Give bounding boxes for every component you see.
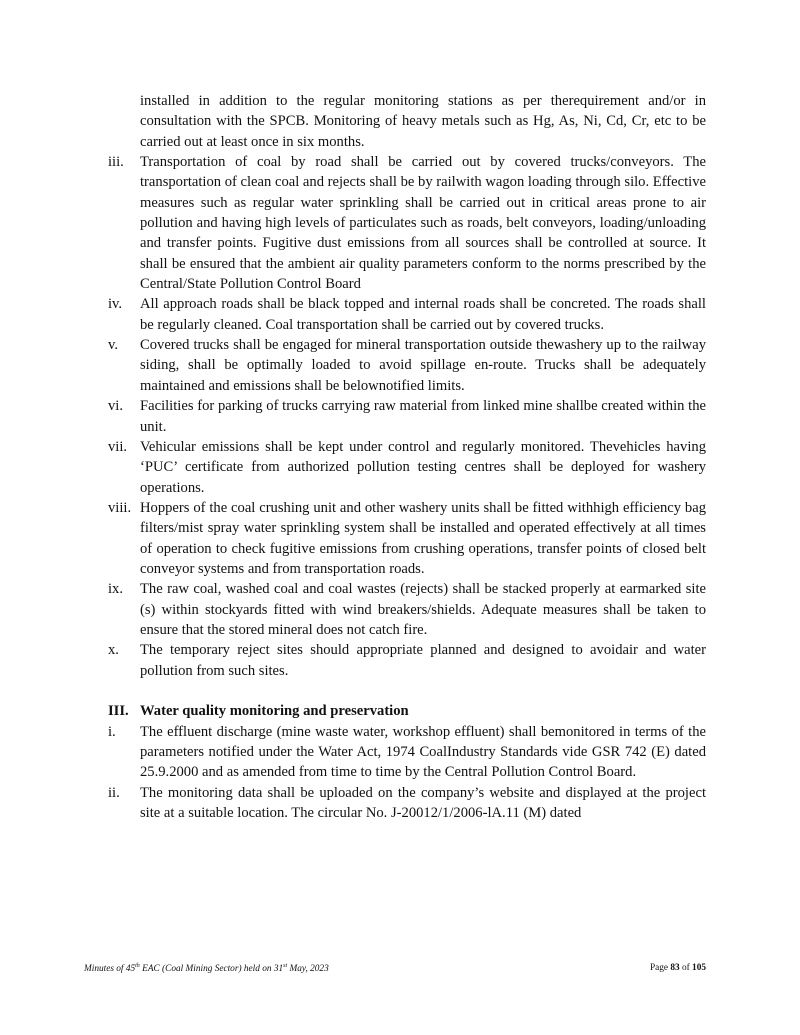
continuation-paragraph: installed in addition to the regular monitoring stations as per therequirement and/or in consultation with the SPCB. Monitoring of heavy metals such as Hg, As, Ni, Cd, Cr, etc to be carried out at least once in six months. bbox=[140, 93, 706, 150]
item-number: iv. bbox=[108, 296, 123, 313]
page-number bbox=[650, 963, 706, 974]
water-items-list bbox=[108, 722, 706, 824]
footer-sup: st bbox=[283, 963, 288, 969]
item-text: Facilities for parking of trucks carrying raw material from linked mine shallbe created within the unit. bbox=[140, 398, 706, 435]
list-item bbox=[108, 152, 706, 294]
list-item bbox=[108, 437, 706, 498]
list-item bbox=[108, 579, 706, 640]
page-total: 105 bbox=[692, 963, 706, 973]
section-heading bbox=[108, 701, 706, 721]
item-text: The temporary reject sites should appropriate planned and designed to avoidair and water pollution from such sites. bbox=[140, 642, 706, 679]
footer-sup: th bbox=[135, 963, 140, 969]
footer-title bbox=[84, 963, 329, 974]
item-text: All approach roads shall be black topped and internal roads shall be concreted. The roads shall be regularly cleaned. Coal transportation shall be carried out by covered trucks. bbox=[140, 296, 706, 333]
footer-text: EAC (Coal Mining Sector) held on 31 bbox=[139, 964, 284, 974]
item-number: iii. bbox=[108, 154, 124, 171]
item-text: The monitoring data shall be uploaded on the company’s website and displayed at the project site at a suitable location. The circular No. J-20012/1/2006-lA.11 (M) dated bbox=[140, 784, 706, 822]
page-of: of bbox=[679, 963, 693, 973]
list-item bbox=[108, 640, 706, 681]
list-item bbox=[108, 783, 706, 824]
item-number: viii. bbox=[108, 499, 132, 516]
item-number: i. bbox=[108, 723, 116, 740]
list-item bbox=[108, 294, 706, 335]
section-number: III. bbox=[108, 703, 129, 720]
page-footer bbox=[84, 963, 706, 974]
list-item bbox=[108, 498, 706, 579]
air-items-list bbox=[108, 152, 706, 681]
list-item bbox=[108, 396, 706, 437]
item-number: v. bbox=[108, 337, 118, 354]
list-item bbox=[108, 722, 706, 783]
item-number: x. bbox=[108, 642, 119, 659]
item-text: Vehicular emissions shall be kept under control and regularly monitored. Thevehicles having ‘PUC’ certificate from authorized pollution testing centres shall be deployed for washery operations. bbox=[140, 438, 706, 496]
section-title: Water quality monitoring and preservation bbox=[140, 703, 409, 720]
page-label: Page bbox=[649, 963, 671, 973]
footer-text: Minutes of 45 bbox=[84, 964, 136, 974]
footer-text: May, 2023 bbox=[287, 964, 329, 974]
item-number: ix. bbox=[108, 581, 123, 598]
document-body bbox=[108, 91, 706, 823]
list-item bbox=[108, 335, 706, 396]
item-text: Hoppers of the coal crushing unit and other washery units shall be fitted withhigh efficiency bag filters/mist spray water sprinkling system shall be installed and operated effectively at all times of operation to check fugitive emissions from crushing operations, transfer points of closed belt conveyor systems and from transportation roads. bbox=[140, 499, 706, 577]
item-number: vi. bbox=[108, 398, 123, 415]
item-text: The effluent discharge (mine waste water, workshop effluent) shall bemonitored in terms of the parameters notified under the Water Act, 1974 CoalIndustry Standards vide GSR 742 (E) dated 25.9.2000 and as amended from time to time by the Central Pollution Control Board. bbox=[140, 723, 706, 781]
page-current: 83 bbox=[670, 963, 680, 973]
item-text: The raw coal, washed coal and coal wastes (rejects) shall be stacked properly at earmarked site (s) within stockyards fitted with wind breakers/shields. Adequate measures shall be taken to ensure that the stored mineral does not catch fire. bbox=[140, 581, 706, 638]
item-number: ii. bbox=[108, 784, 120, 801]
item-text: Covered trucks shall be engaged for mineral transportation outside thewashery up to the railway siding, shall be optimally loaded to avoid spillage en-route. Trucks shall be adequately maintained and emissions shall be belownotified limits. bbox=[140, 337, 706, 394]
item-number: vii. bbox=[108, 438, 128, 455]
item-text: Transportation of coal by road shall be carried out by covered trucks/conveyors. The transportation of clean coal and rejects shall be by railwith wagon loading through silo. Effective measures such as regular water sprinkling shall be carried out in critical areas prone to air pollution and having high levels of particulates such as roads, belt conveyors, loading/unloading and transfer points. Fugitive dust emissions from all sources shall be controlled at source. It shall be ensured that the ambient air quality parameters conform to the norms prescribed by the Central/State Pollution Control Board bbox=[140, 154, 706, 293]
